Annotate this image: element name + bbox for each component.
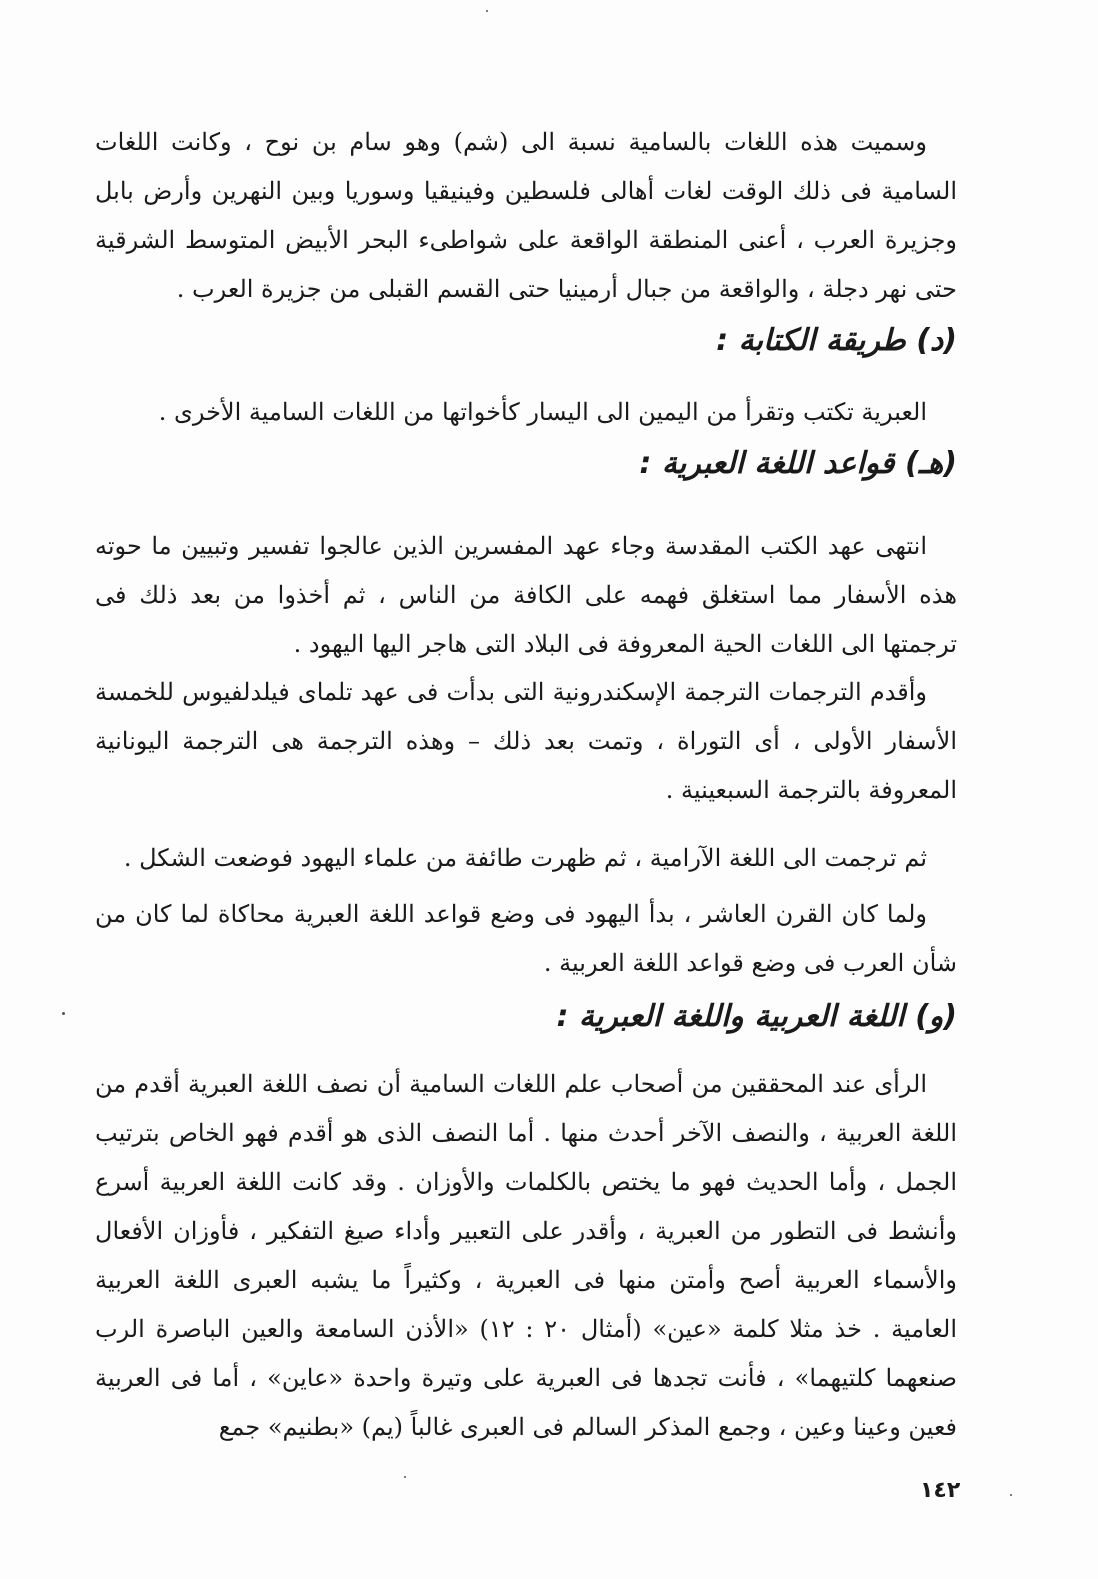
- paragraph-writing-direction: العبرية تكتب وتقرأ من اليمين الى اليسار كأخواتها من اللغات السامية الأخرى .: [158, 398, 927, 426]
- scan-speck: [486, 10, 488, 12]
- paragraph-scholars-opinion: الرأى عند المحققين من أصحاب علم اللغات السامية أن نصف اللغة العبرية أقدم من اللغة العربية ، والنصف الآخر أحدث منها . أما النصف الذى هو أقدم فهو الخاص بترتيب الجمل ، وأما الحديث فهو ما يختص بالكلمات والأوزان . وقد كانت اللغة العربية أسرع وأنشط فى التطور من العبرية ، وأقدر على التعبير وأداء صيغ التفكير ، فأوزان الأفعال والأسماء العربية أصح وأمتن منها فى العبرية ، وكثيراً ما يشبه العبرى اللغة العربية العامية . خذ مثلا كلمة «عين» (أمثال ٢٠ : ١٢) «الأذن السامعة والعين الباصرة الرب صنعهما كلتيهما» ، فأنت تجدها فى العبرية على وتيرة واحدة «عاين» ، أما فى العربية فعين وعينا وعين ، وجمع المذكر السالم فى العبرى غالباً (يم) «بطنيم» جمع: [95, 1070, 958, 1441]
- heading-arabic-and-hebrew: (و) اللغة العربية واللغة العبرية :: [556, 999, 957, 1034]
- scan-speck: [62, 1012, 65, 1015]
- paragraph-semitic-languages: وسميت هذه اللغات بالسامية نسبة الى (شم) وهو سام بن نوح ، وكانت اللغات السامية فى ذلك الوقت لغات أهالى فلسطين وفينيقيا وسوريا وبين النهرين وأرض بابل وجزيرة العرب ، أعنى المنطقة الواقعة على شواطىء البحر الأبيض المتوسط الشرقية حتى نهر دجلة ، والواقعة من جبال أرمينيا حتى القسم القبلى من جزيرة العرب .: [95, 128, 957, 303]
- scan-speck: [404, 1476, 406, 1478]
- body-text-6: [95, 890, 957, 1042]
- paragraph-tenth-century: ولما كان القرن العاشر ، بدأ اليهود فى وضع قواعد اللغة العبرية محاكاة لما كان من شأن العرب فى وضع قواعد اللغة العربية .: [95, 900, 957, 977]
- paragraph-aramaic-translation: ثم ترجمت الى اللغة الآرامية ، ثم ظهرت طائفة من علماء اليهود فوضعت الشكل .: [123, 844, 927, 872]
- paragraph-scripture-translation: انتهى عهد الكتب المقدسة وجاء عهد المفسرين الذين عالجوا تفسير وتبيين ما حوته هذه الأسفار مما استغلق فهمه على الكافة من الناس ، ثم أخذوا من بعد ذلك فى ترجمتها الى اللغات الحية المعروفة فى البلاد التى هاجر اليها اليهود .: [95, 532, 957, 658]
- scan-speck: [1010, 1494, 1012, 1496]
- body-text-5: [95, 834, 957, 883]
- paragraph-alexandrian-translation: وأقدم الترجمات الترجمة الإسكندرونية التى بدأت فى عهد تلماى فيلدلفيوس للخمسة الأسفار الأولى ، أى التوراة ، وتمت بعد ذلك – وهذه الترجمة هى الترجمة اليونانية المعروفة بالترجمة السبعينية .: [95, 678, 957, 804]
- body-text: [95, 118, 957, 366]
- body-text-7: [95, 1060, 957, 1452]
- body-text-2: [95, 388, 957, 489]
- body-text-4: [95, 668, 957, 815]
- heading-hebrew-grammar: (هـ) قواعد اللغة العبرية :: [639, 446, 957, 481]
- body-text-3: [95, 522, 957, 669]
- page-number: ١٤٢: [920, 1478, 961, 1503]
- heading-writing-method: (د) طريقة الكتابة :: [716, 323, 957, 358]
